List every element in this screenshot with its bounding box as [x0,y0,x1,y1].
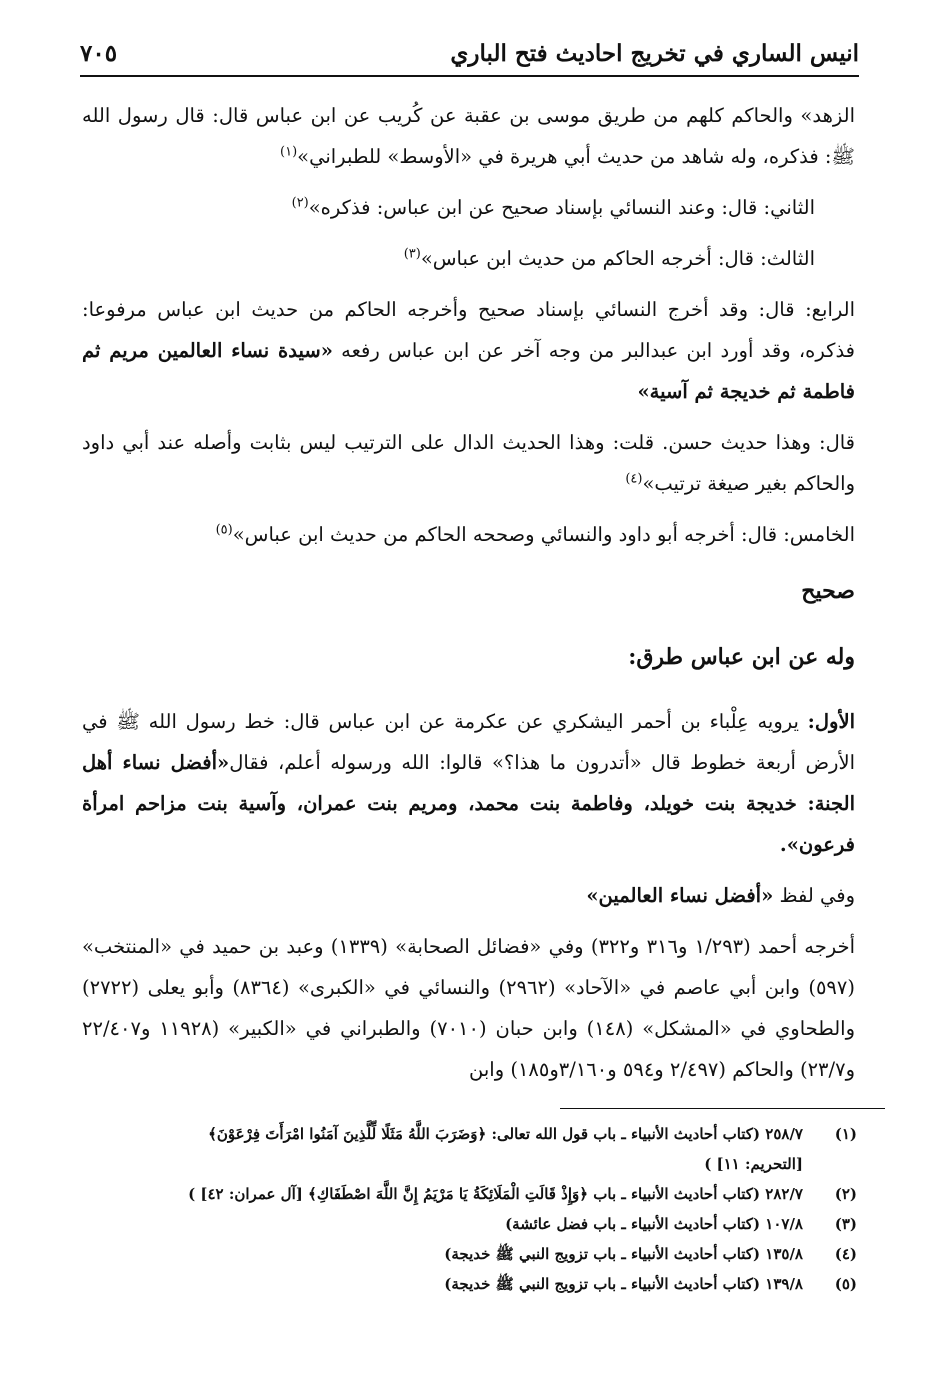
footnote-number: (٥) [834,1275,857,1293]
heading-sahih: صحيح [801,578,855,604]
paragraph-9: أخرجه أحمد (١/٢٩٣ و٣١٦ و٣٢٢) وفي «فضائل الصحابة» (١٣٣٩) وعبد بن حميد في «المنتخب» (٥٩٧) وابن أبي عاصم في «الآحاد» (٢٩٦٢) والنسائي في «الكبرى» (٨٣٦٤) وأبو يعلى (٢٧٢٢) والطحاوي في «المشكل» (١٤٨) وابن حبان (٧٠١٠) والطبراني في «الكبير» (١١٩٢٨ و٢٢/٤٠٧ و٢٣/٧) والحاكم (٢/٤٩٧ و٥٩٤ و٣/١٦٠و١٨٥) وابن [82,935,855,1081]
footnote-number: (٣) [834,1215,857,1233]
paragraph-4-quote: «سيدة نساء العالمين مريم ثم فاطمة ثم خديجة ثم آسية» [82,339,855,403]
paragraph-3-text: الثالث: قال: أخرجه الحاكم من حديث ابن عباس» [420,247,815,270]
page-header [80,32,859,74]
paragraph-7-text: يرويه عِلْباء بن أحمر اليشكري عن عكرمة عن ابن عباس قال: خط رسول الله ﷺ في الأرض أربعة خطوط قال «أتدرون ما هذا؟» قالوا: الله ورسوله أعلم، فقال [82,710,855,774]
footnote-3 [82,1209,857,1239]
footnote-text: [التحريم: ١١] ) [704,1155,803,1173]
paragraph-1 [82,95,855,177]
footnote-4 [82,1239,857,1269]
paragraph-8 [82,875,855,916]
footnote-number: (٤) [834,1245,857,1263]
footnote-ref-5: (٥) [215,522,233,538]
footnote-5 [82,1269,857,1299]
footnote-number: (٢) [834,1185,857,1203]
paragraph-2-text: الثاني: قال: وعند النسائي بإسناد صحيح عن ابن عباس: فذكره» [308,196,815,219]
footnote-1-continuation [82,1149,857,1179]
paragraph-7 [82,701,855,865]
paragraph-6-text: الخامس: قال: أخرجه أبو داود والنسائي وصححه الحاكم من حديث ابن عباس» [232,523,855,546]
footnote-1 [82,1119,857,1149]
footnote-ref-2: (٢) [291,195,309,211]
footnote-text: ١٠٧/٨ (كتاب أحاديث الأنبياء ـ باب فضل عائشة) [505,1215,803,1233]
footnote-ref-3: (٣) [403,246,421,262]
footnotes [82,1119,857,1299]
footnote-text: ١٣٥/٨ (كتاب أحاديث الأنبياء ـ باب تزويج النبي ﷺ خديجة) [444,1245,803,1263]
paragraph-8-quote: «أفضل نساء العالمين» [586,884,774,907]
paragraph-4 [82,289,855,412]
header-rule [80,75,859,77]
heading-turuq: وله عن ابن عباس طرق: [628,644,855,670]
paragraph-5-text: قال: وهذا حديث حسن. قلت: وهذا الحديث الدال على الترتيب ليس بثابت وأصله عند أبي داود والحاكم بغير صيغة ترتيب» [82,431,855,495]
paragraph-7-label: الأول: [807,710,855,733]
paragraph-8-text: وفي لفظ [773,884,855,907]
running-title: انيس الساري في تخريج احاديث فتح الباري [450,39,859,67]
paragraph-2 [82,187,855,228]
footnote-2 [82,1179,857,1209]
footnote-text: ٢٥٨/٧ (كتاب أحاديث الأنبياء ـ باب قول الله تعالى: ﴿وَضَرَبَ اللَّهُ مَثَلًا لِّلَّذِينَ آمَنُوا امْرَأَتَ فِرْعَوْنَ﴾ [208,1125,803,1143]
footnote-ref-4: (٤) [625,471,643,487]
paragraph-6 [82,514,855,555]
footnote-number: (١) [834,1125,857,1143]
footnote-text: ١٣٩/٨ (كتاب أحاديث الأنبياء ـ باب تزويج النبي ﷺ خديجة) [444,1275,803,1293]
paragraph-1-text: الزهد» والحاكم كلهم من طريق موسى بن عقبة عن كُريب عن ابن عباس قال: قال رسول الله ﷺ: فذكره، وله شاهد من حديث أبي هريرة في «الأوسط» للطبراني» [82,104,855,168]
page-number: ٧٠٥ [80,39,118,67]
footnote-text: ٢٨٢/٧ (كتاب أحاديث الأنبياء ـ باب ﴿وَإِذْ قَالَتِ الْمَلَائِكَةُ يَا مَرْيَمُ إِنَّ اللَّهَ اصْطَفَاكِ﴾ [آل عمران: ٤٢] ) [188,1185,803,1203]
main-text [82,95,855,1090]
footnote-rule [560,1108,885,1109]
paragraph-7-quote: «أفضل نساء أهل الجنة: خديجة بنت خويلد، وفاطمة بنت محمد، ومريم بنت عمران، وآسية بنت مزاحم امرأة فرعون». [82,751,855,856]
paragraph-3 [82,238,855,279]
paragraph-5 [82,422,855,504]
paragraph-4-text: الرابع: قال: وقد أخرج النسائي بإسناد صحيح وأخرجه الحاكم من حديث ابن عباس مرفوعا: فذكره، وقد أورد ابن عبدالبر من وجه آخر عن ابن عباس رفعه [82,298,856,362]
footnote-ref-1: (١) [280,144,298,160]
